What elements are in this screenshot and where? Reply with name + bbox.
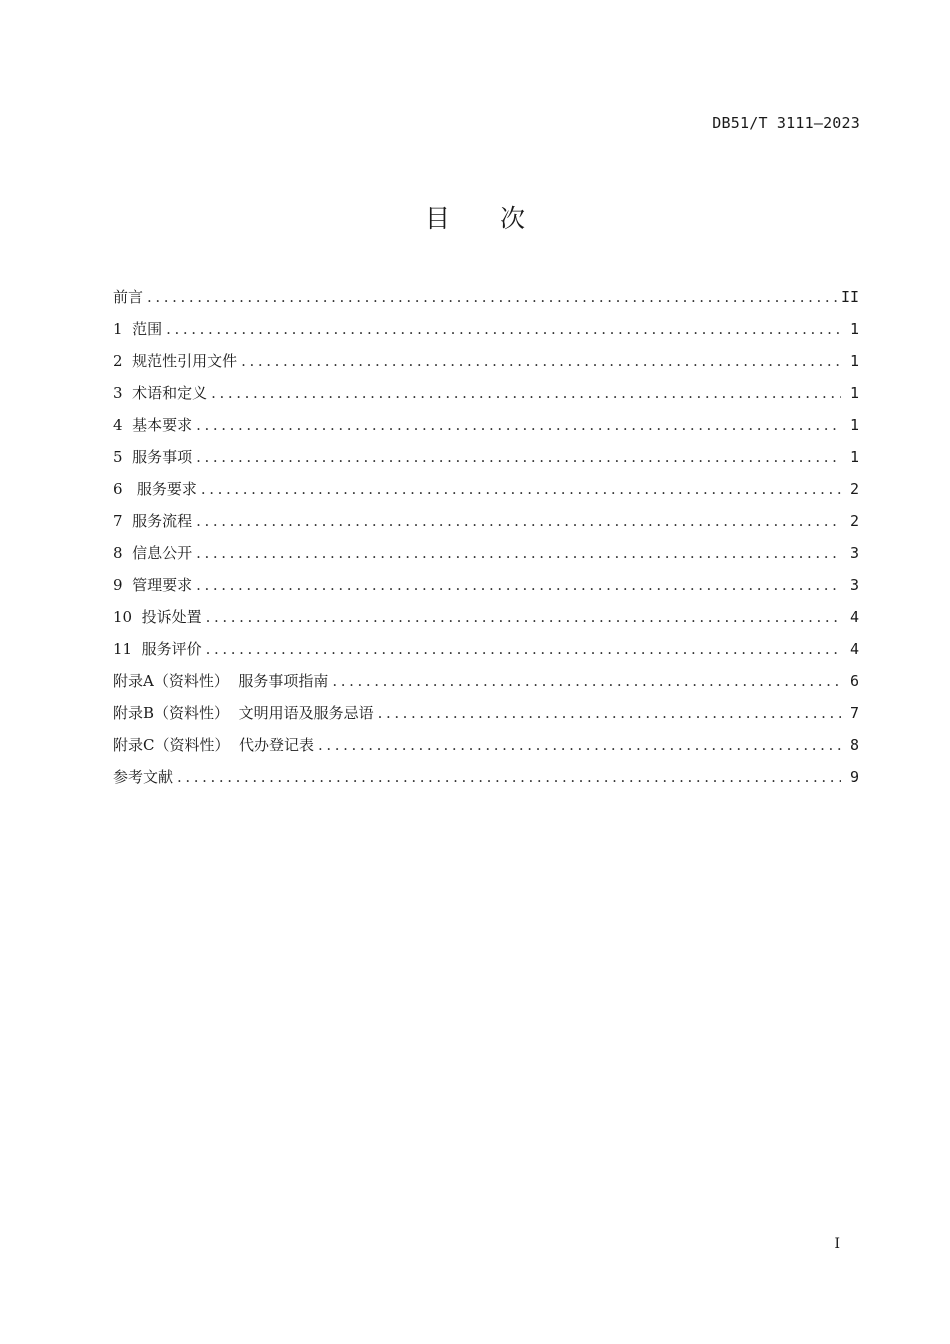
toc-entry-page: II [840,288,859,306]
dot-leader [196,416,841,434]
toc-entry-label: 基本要求 [132,416,193,434]
toc-entry-number: 10 [113,608,142,626]
toc-entry-label: 参考文献 [113,768,174,786]
toc-entry-page: 8 [849,736,859,754]
toc-entry-number: 8 [113,544,133,562]
toc-entry-appendix-c[interactable] [113,734,859,766]
title-char-right: 次 [500,204,526,233]
toc-entry-page: 6 [849,672,859,690]
toc-entry-9[interactable] [113,574,859,606]
toc-entry-page: 1 [849,416,859,434]
dot-leader [166,320,841,338]
toc-entry-number: 9 [113,576,133,594]
dot-leader [196,512,841,530]
toc-entry-7[interactable] [113,510,859,542]
toc-entry-number: 附录A（资料性） [113,672,239,690]
toc-entry-6[interactable] [113,478,859,510]
toc-entry-number: 7 [113,512,133,530]
toc-entry-page: 2 [849,512,859,530]
toc-entry-number: 4 [113,416,133,434]
toc-entry-page: 1 [849,320,859,338]
toc-entry-label: 管理要求 [132,576,193,594]
document-code: DB51/T 3111—2023 [712,114,860,132]
dot-leader [201,480,841,498]
dot-leader [196,448,841,466]
toc-entry-number: 1 [113,320,133,338]
toc-entry-label: 服务事项 [132,448,193,466]
toc-entry-references[interactable] [113,766,859,798]
dot-leader [206,640,841,658]
toc-entry-foreword[interactable] [113,286,859,318]
toc-entry-5[interactable] [113,446,859,478]
toc-entry-number: 5 [113,448,133,466]
toc-entry-page: 4 [849,608,859,626]
dot-leader [378,704,841,722]
toc-entry-8[interactable] [113,542,859,574]
toc-entry-number: 3 [113,384,133,402]
toc-entry-label: 规范性引用文件 [132,352,238,370]
page-number: I [834,1236,840,1252]
toc-entry-label: 服务评价 [141,640,202,658]
toc-entry-page: 9 [849,768,859,786]
toc-entry-label: 术语和定义 [132,384,208,402]
toc-entry-label: 服务流程 [132,512,193,530]
toc-entry-label: 代办登记表 [239,736,315,754]
dot-leader [332,672,841,690]
toc-entry-10[interactable] [113,606,859,638]
dot-leader [196,544,841,562]
toc-entry-1[interactable] [113,318,859,350]
dot-leader [206,608,841,626]
toc-entry-page: 1 [849,352,859,370]
table-of-contents [113,286,859,798]
toc-entry-page: 4 [849,640,859,658]
toc-entry-label: 范围 [132,320,163,338]
toc-entry-appendix-a[interactable] [113,670,859,702]
toc-entry-number: 附录B（资料性） [113,704,239,722]
toc-entry-label: 前言 [113,288,144,306]
toc-entry-label: 服务事项指南 [238,672,329,690]
toc-entry-label: 投诉处置 [141,608,202,626]
toc-entry-page: 2 [849,480,859,498]
toc-entry-number: 2 [113,352,133,370]
toc-entry-2[interactable] [113,350,859,382]
toc-entry-appendix-b[interactable] [113,702,859,734]
toc-entry-4[interactable] [113,414,859,446]
toc-entry-3[interactable] [113,382,859,414]
title-char-left: 目 [424,204,450,233]
dot-leader [196,576,841,594]
dot-leader [147,288,837,306]
toc-entry-label: 文明用语及服务忌语 [238,704,374,722]
toc-entry-page: 3 [849,544,859,562]
page-title [0,199,950,235]
toc-entry-label: 服务要求 [136,480,197,498]
toc-entry-number: 6 [113,480,137,498]
toc-entry-page: 7 [849,704,859,722]
dot-leader [177,768,841,786]
toc-entry-number: 11 [113,640,142,658]
toc-entry-page: 1 [849,448,859,466]
toc-entry-page: 1 [849,384,859,402]
toc-entry-11[interactable] [113,638,859,670]
dot-leader [211,384,841,402]
dot-leader [318,736,841,754]
toc-entry-number: 附录C（资料性） [113,736,240,754]
dot-leader [241,352,841,370]
toc-entry-page: 3 [849,576,859,594]
toc-entry-label: 信息公开 [132,544,193,562]
